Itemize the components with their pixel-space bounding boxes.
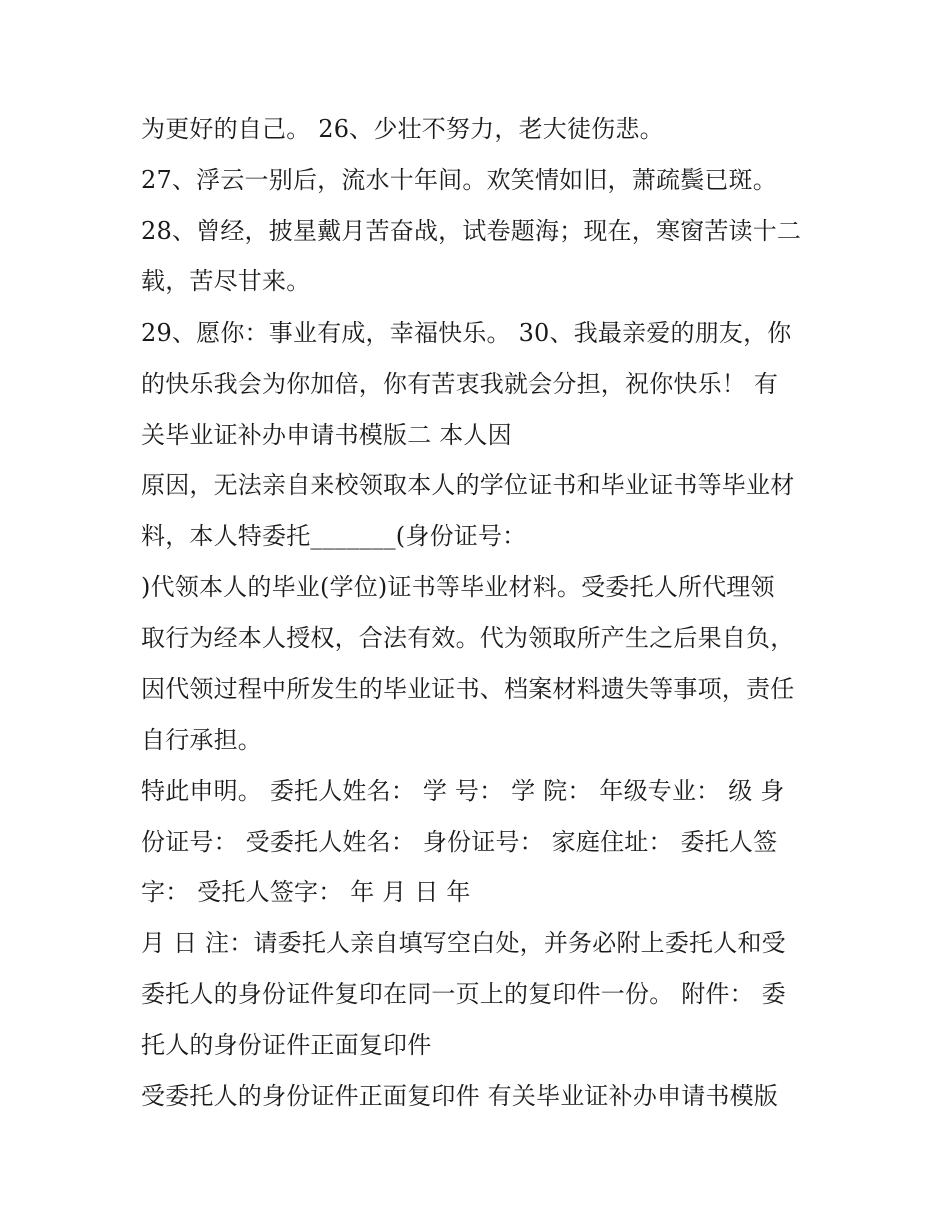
text-line: 28、曾经，披星戴月苦奋战，试卷题海；现在，寒窗苦读十二 <box>141 217 802 245</box>
text-line: 取行为经本人授权，合法有效。代为领取所产生之后果自负， <box>141 624 795 652</box>
text-line: 关毕业证补办申请书模版二 本人因 <box>141 421 512 449</box>
text-line: 因代领过程中所发生的毕业证书、档案材料遗失等事项，责任 <box>141 675 795 703</box>
text-line: 自行承担。 <box>141 726 262 754</box>
text-line: 月 日 注：请委托人亲自填写空白处，并务必附上委托人和受 <box>141 929 786 957</box>
text-line: 托人的身份证件正面复印件 <box>141 1031 432 1059</box>
text-line: 29、愿你：事业有成，幸福快乐。 30、我最亲爱的朋友，你 <box>141 319 792 347</box>
text-line: 委托人的身份证件复印在同一页上的复印件一份。 附件： 委 <box>141 980 786 1008</box>
text-line: 字： 受托人签字： 年 月 日 年 <box>141 878 471 906</box>
text-line: 受委托人的身份证件正面复印件 有关毕业证补办申请书模版 <box>141 1082 779 1110</box>
text-line: 料，本人特委托_______(身份证号： <box>141 522 527 550</box>
text-line: 的快乐我会为你加倍，你有苦衷我就会分担，祝你快乐！ 有 <box>141 370 779 398</box>
text-line: 载，苦尽甘来。 <box>141 267 311 295</box>
text-line: 特此申明。 委托人姓名： 学 号： 学 院： 年级专业： 级 身 <box>141 777 785 805</box>
text-line: 份证号： 受委托人姓名： 身份证号： 家庭住址： 委托人签 <box>141 828 778 856</box>
text-line: 为更好的自己。 26、少壮不努力，老大徒伤悲。 <box>141 115 664 143</box>
text-line: )代领本人的毕业(学位)证书等毕业材料。受委托人所代理领 <box>141 573 775 601</box>
text-line: 27、浮云一别后，流水十年间。欢笑情如旧，萧疏鬓已斑。 <box>141 166 777 194</box>
text-line: 原因，无法亲自来校领取本人的学位证书和毕业证书等毕业材 <box>141 471 795 499</box>
